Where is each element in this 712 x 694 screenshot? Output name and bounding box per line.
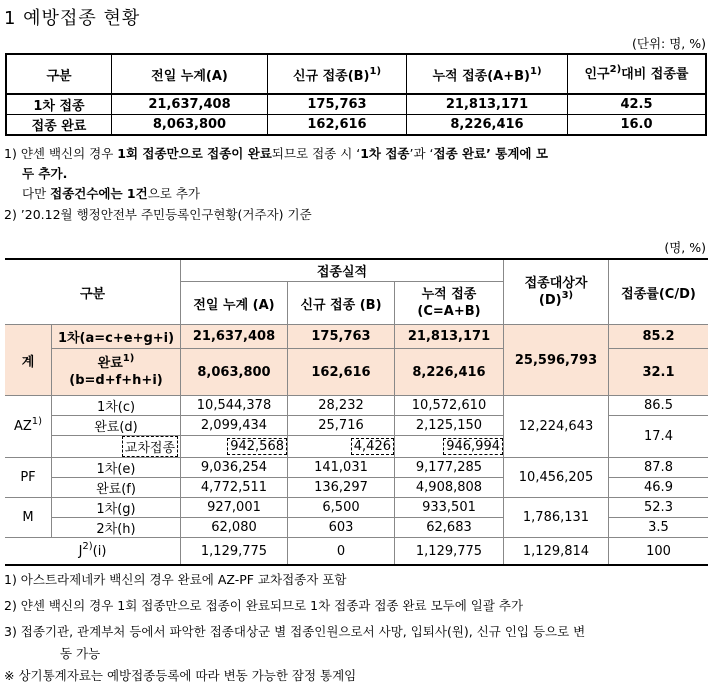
cell: 2,099,434 [181,416,288,436]
cell: 접종 완료 [6,115,112,136]
summary-table [5,53,707,136]
cell: 8,063,800 [112,115,268,136]
header-new-text: 신규 접종(B) [292,68,370,84]
header-cum-sup: 1) [529,65,542,77]
cell: 9,036,254 [181,458,288,478]
cell: 16.0 [568,115,707,136]
total-done-sup: 1) [122,353,135,364]
note-2: 2) ’20.12월 행정안전부 주민등록인구현황(거주자) 기준 [4,207,312,222]
cell: 1,129,775 [181,538,288,566]
cell: 1차 접종 [6,94,112,115]
cell [52,436,181,458]
unit-label-1: (단위: 명, %) [632,36,706,51]
note-1-g: ’ 통계에 모 [486,146,548,161]
cell: 6,500 [288,498,395,518]
table-row [5,498,708,518]
cell: 62,080 [181,518,288,538]
j-sub: (i) [92,543,107,559]
cell: 136,297 [288,478,395,498]
cell: 141,031 [288,458,395,478]
total-done-text: 완료 [97,356,123,371]
cell: 21,813,171 [395,325,504,349]
cell: 완료(d) [52,416,181,436]
cell: 42.5 [568,94,707,115]
note-1-c: 되므로 접종 시 ‘ [271,146,361,161]
note-1-line3 [22,184,200,204]
header-rate-pop: 인구 [584,66,610,82]
total-done-text2: (b=d+f+h+i) [69,373,163,388]
m-label: M [5,498,52,538]
cell: 1차(e) [52,458,181,478]
cell: 4,908,808 [395,478,504,498]
table-row [6,115,706,136]
cell: 21,637,408 [181,325,288,349]
header-rate [568,54,707,94]
cell: 28,232 [288,396,395,416]
total-label: 계 [5,325,52,396]
header-rate-text: 대비 접종률 [621,66,689,82]
cum-text2: (C=A+B) [417,304,481,319]
cell: 21,637,408 [112,94,268,115]
footnote-3-cont: 동 가능 [60,646,101,661]
cell [288,436,395,458]
cell: 8,226,416 [407,115,568,136]
target-text2: (D) [538,293,562,308]
detail-header-prev: 전일 누계 (A) [181,282,288,325]
j-sup: 2) [82,540,93,552]
cell: 3.5 [609,518,709,538]
az-text: AZ [13,419,32,434]
az-sup: 1) [31,416,43,427]
cum-text: 누적 접종 [421,287,477,302]
cell: 32.1 [609,349,709,396]
cell: 10,456,205 [504,458,609,498]
header-new-sup: 1) [369,65,382,77]
note-1-num: 1) [4,146,17,161]
cell: 8,226,416 [395,349,504,396]
detail-header-performance: 접종실적 [181,259,504,282]
cell: 87.8 [609,458,709,478]
cell: 8,063,800 [181,349,288,396]
cell: 12,224,643 [504,396,609,458]
cell [52,349,181,396]
cross-cum: 946,994 [443,438,503,455]
detail-header-cum [395,282,504,325]
cell: 85.2 [609,325,709,349]
j-label [5,538,181,566]
table-row [5,458,708,478]
page-title: 1 예방접종 현황 [4,8,141,29]
cross-label: 교차접종 [122,436,178,457]
cell: 46.9 [609,478,709,498]
cell: 927,001 [181,498,288,518]
note-1-a: 얀센 백신의 경우 [20,146,118,161]
cell: 603 [288,518,395,538]
cell: 1차(c) [52,396,181,416]
cell: 52.3 [609,498,709,518]
note-1-d: 1차 접종 [360,146,410,161]
cell: 1,129,814 [504,538,609,566]
cell: 완료(f) [52,478,181,498]
header-cum-text: 누적 접종(A+B) [432,68,530,84]
target-sup: 3) [561,290,574,301]
cell: 17.4 [609,416,709,458]
note-1-line3-a: 다만 [22,186,51,201]
cell: 21,813,171 [407,94,568,115]
cell: 1,786,131 [504,498,609,538]
j-text: J [78,543,83,559]
cell: 1차(g) [52,498,181,518]
cell: 0 [288,538,395,566]
cell: 162,616 [288,349,395,396]
note-1-f: 접종 완료 [433,146,487,161]
unit-label-2: (명, %) [664,240,706,255]
detail-table [5,258,708,566]
cell: 4,772,511 [181,478,288,498]
footnote-1: 1) 아스트라제네카 백신의 경우 완료에 AZ-PF 교차접종자 포함 [4,572,347,587]
cell [181,436,288,458]
note-1-b: 1회 접종만으로 접종이 완료 [117,146,272,161]
cell: 10,544,378 [181,396,288,416]
note-1 [4,144,548,164]
cell: 1,129,775 [395,538,504,566]
footnote-3: 3) 접종기관, 관계부처 등에서 파악한 접종대상군 별 접종인원으로서 사망, 입퇴사(원), 신규 인입 등으로 변 [4,624,586,639]
header-prev-total: 전일 누계(A) [112,54,268,94]
cell [395,436,504,458]
cell: 175,763 [268,94,407,115]
detail-header-rate: 접종률(C/D) [609,259,709,325]
target-text: 접종대상자 [524,276,588,291]
detail-header-new: 신규 접종 (B) [288,282,395,325]
footnote-2: 2) 얀센 백신의 경우 1회 접종만으로 접종이 완료되므로 1차 접종과 접종 완료 모두에 일괄 추가 [4,598,524,613]
note-1-line3-b: 접종건수에는 1건 [50,186,148,201]
detail-header-target [504,259,609,325]
header-new [268,54,407,94]
cell: 175,763 [288,325,395,349]
cell: 100 [609,538,709,566]
header-rate-sup: 2) [609,63,622,75]
detail-header-category: 구분 [5,259,181,325]
note-1-e: ’과 ‘ [409,146,434,161]
detail-header-row-1 [5,259,708,282]
cell: 933,501 [395,498,504,518]
cell: 2차(h) [52,518,181,538]
cell: 25,716 [288,416,395,436]
summary-header-row [6,54,706,94]
table-row [5,396,708,416]
az-label [5,396,52,458]
cell: 1차(a=c+e+g+i) [52,325,181,349]
cell: 2,125,150 [395,416,504,436]
note-1-line3-c: 으로 추가 [147,186,200,201]
cell: 9,177,285 [395,458,504,478]
footnote-4: ※ 상기통계자료는 예방접종등록에 따라 변동 가능한 잠정 통계임 [4,668,357,683]
cell: 86.5 [609,396,709,416]
table-row [5,538,708,566]
cell: 25,596,793 [504,325,609,396]
cell: 10,572,610 [395,396,504,416]
pf-label: PF [5,458,52,498]
header-cumulative [407,54,568,94]
note-1-line2: 두 추가. [22,166,68,181]
cell: 62,683 [395,518,504,538]
cross-new: 4,426 [351,438,394,455]
table-row [6,94,706,115]
cell: 162,616 [268,115,407,136]
cross-prev: 942,568 [227,438,287,455]
header-category: 구분 [6,54,112,94]
table-row [5,325,708,349]
